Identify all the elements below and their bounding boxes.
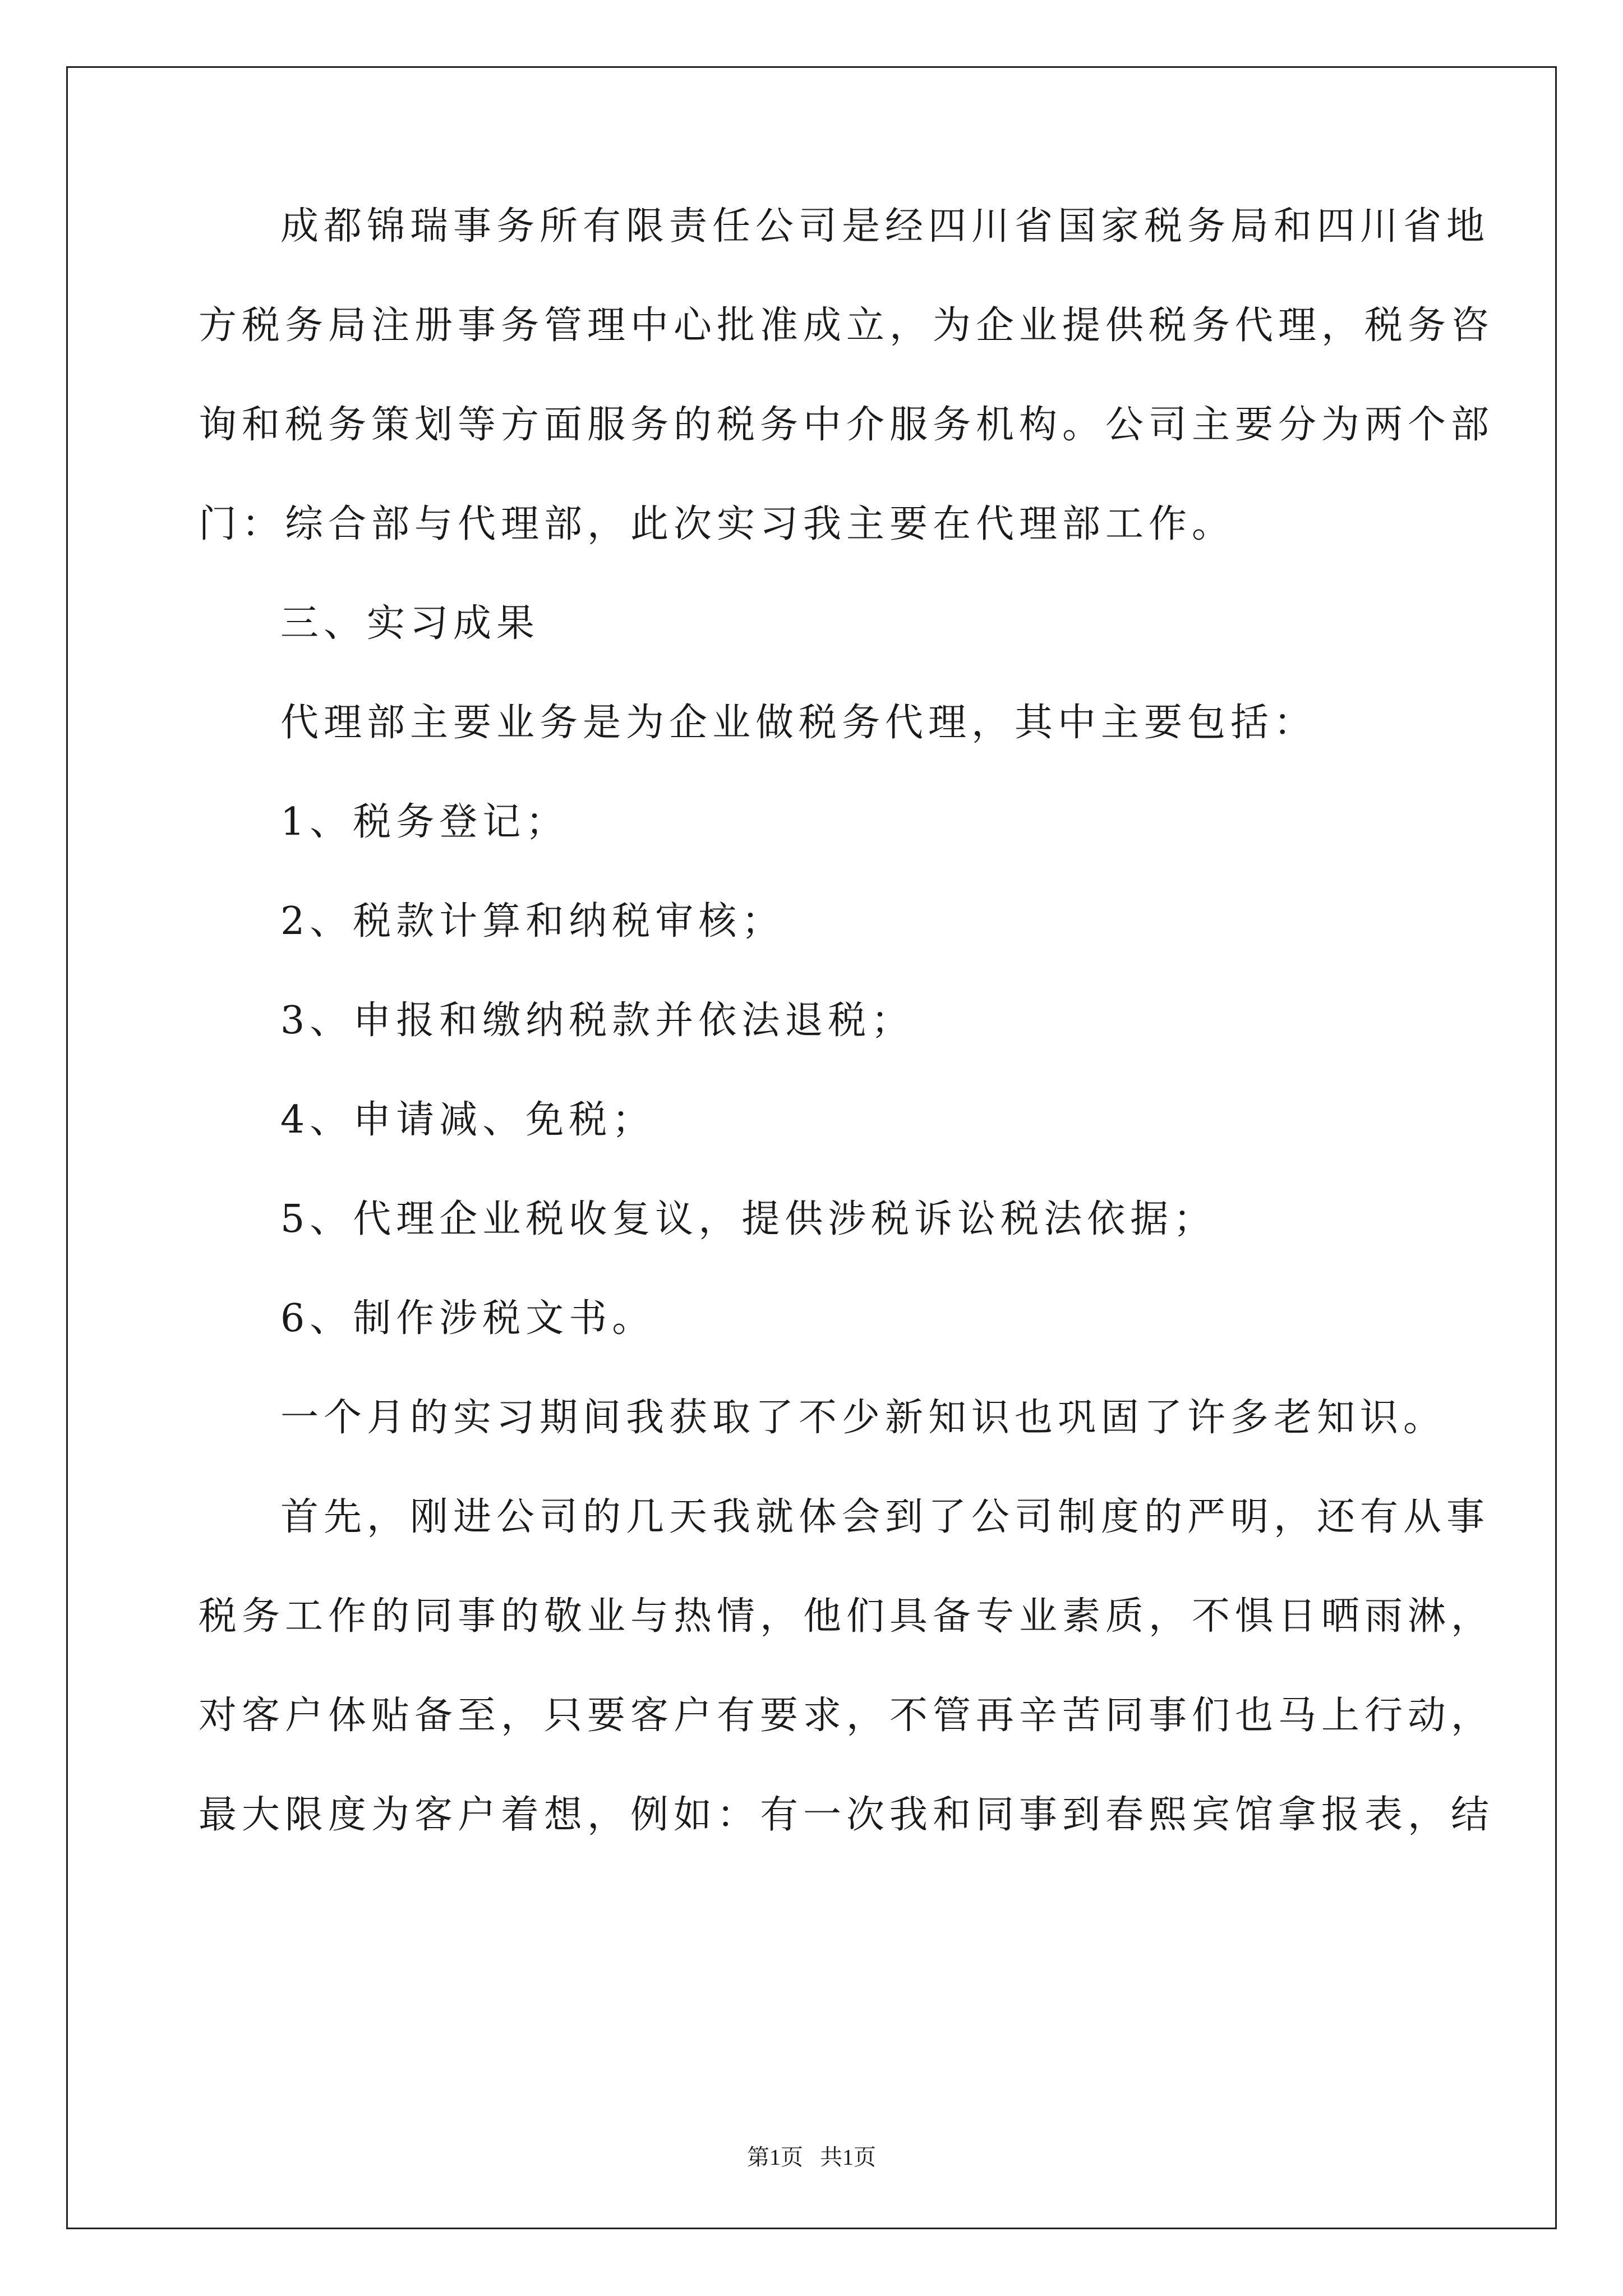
list-item: 6、制作涉税文书。 [280, 1296, 656, 1341]
paragraph-line: 门：综合部与代理部，此次实习我主要在代理部工作。 [199, 502, 1235, 546]
list-item: 4、申请减、免税； [280, 1098, 656, 1142]
paragraph-line: 方税务局注册事务管理中心批准成立，为企业提供税务代理，税务咨 [199, 303, 1495, 348]
list-item: 5、代理企业税收复议，提供涉税诉讼税法依据； [280, 1197, 1217, 1241]
list-item: 2、税款计算和纳税审核； [280, 899, 785, 944]
paragraph-line: 询和税务策划等方面服务的税务中介服务机构。公司主要分为两个部 [199, 403, 1495, 447]
section-heading: 三、实习成果 [280, 601, 540, 646]
page-border [66, 66, 1557, 2229]
list-item: 3、申报和缴纳税款并依法退税； [280, 999, 915, 1043]
paragraph-line: 税务工作的同事的敬业与热情，他们具备专业素质，不惧日晒雨淋， [199, 1594, 1495, 1639]
list-item: 1、税务登记； [280, 800, 569, 844]
paragraph-line: 成都锦瑞事务所有限责任公司是经四川省国家税务局和四川省地 [280, 204, 1490, 249]
page-total: 共1页 [820, 2145, 876, 2170]
paragraph-line: 一个月的实习期间我获取了不少新知识也巩固了许多老知识。 [280, 1396, 1447, 1440]
paragraph-line: 代理部主要业务是为企业做税务代理，其中主要包括： [280, 701, 1317, 745]
paragraph-line: 首先，刚进公司的几天我就体会到了公司制度的严明，还有从事 [280, 1495, 1490, 1539]
paragraph-line: 最大限度为客户着想，例如：有一次我和同事到春熙宾馆拿报表，结 [199, 1793, 1495, 1837]
paragraph-line: 对客户体贴备至，只要客户有要求，不管再辛苦同事们也马上行动， [199, 1694, 1495, 1738]
page-footer [0, 2139, 1623, 2171]
page-number: 第1页 [747, 2145, 803, 2170]
